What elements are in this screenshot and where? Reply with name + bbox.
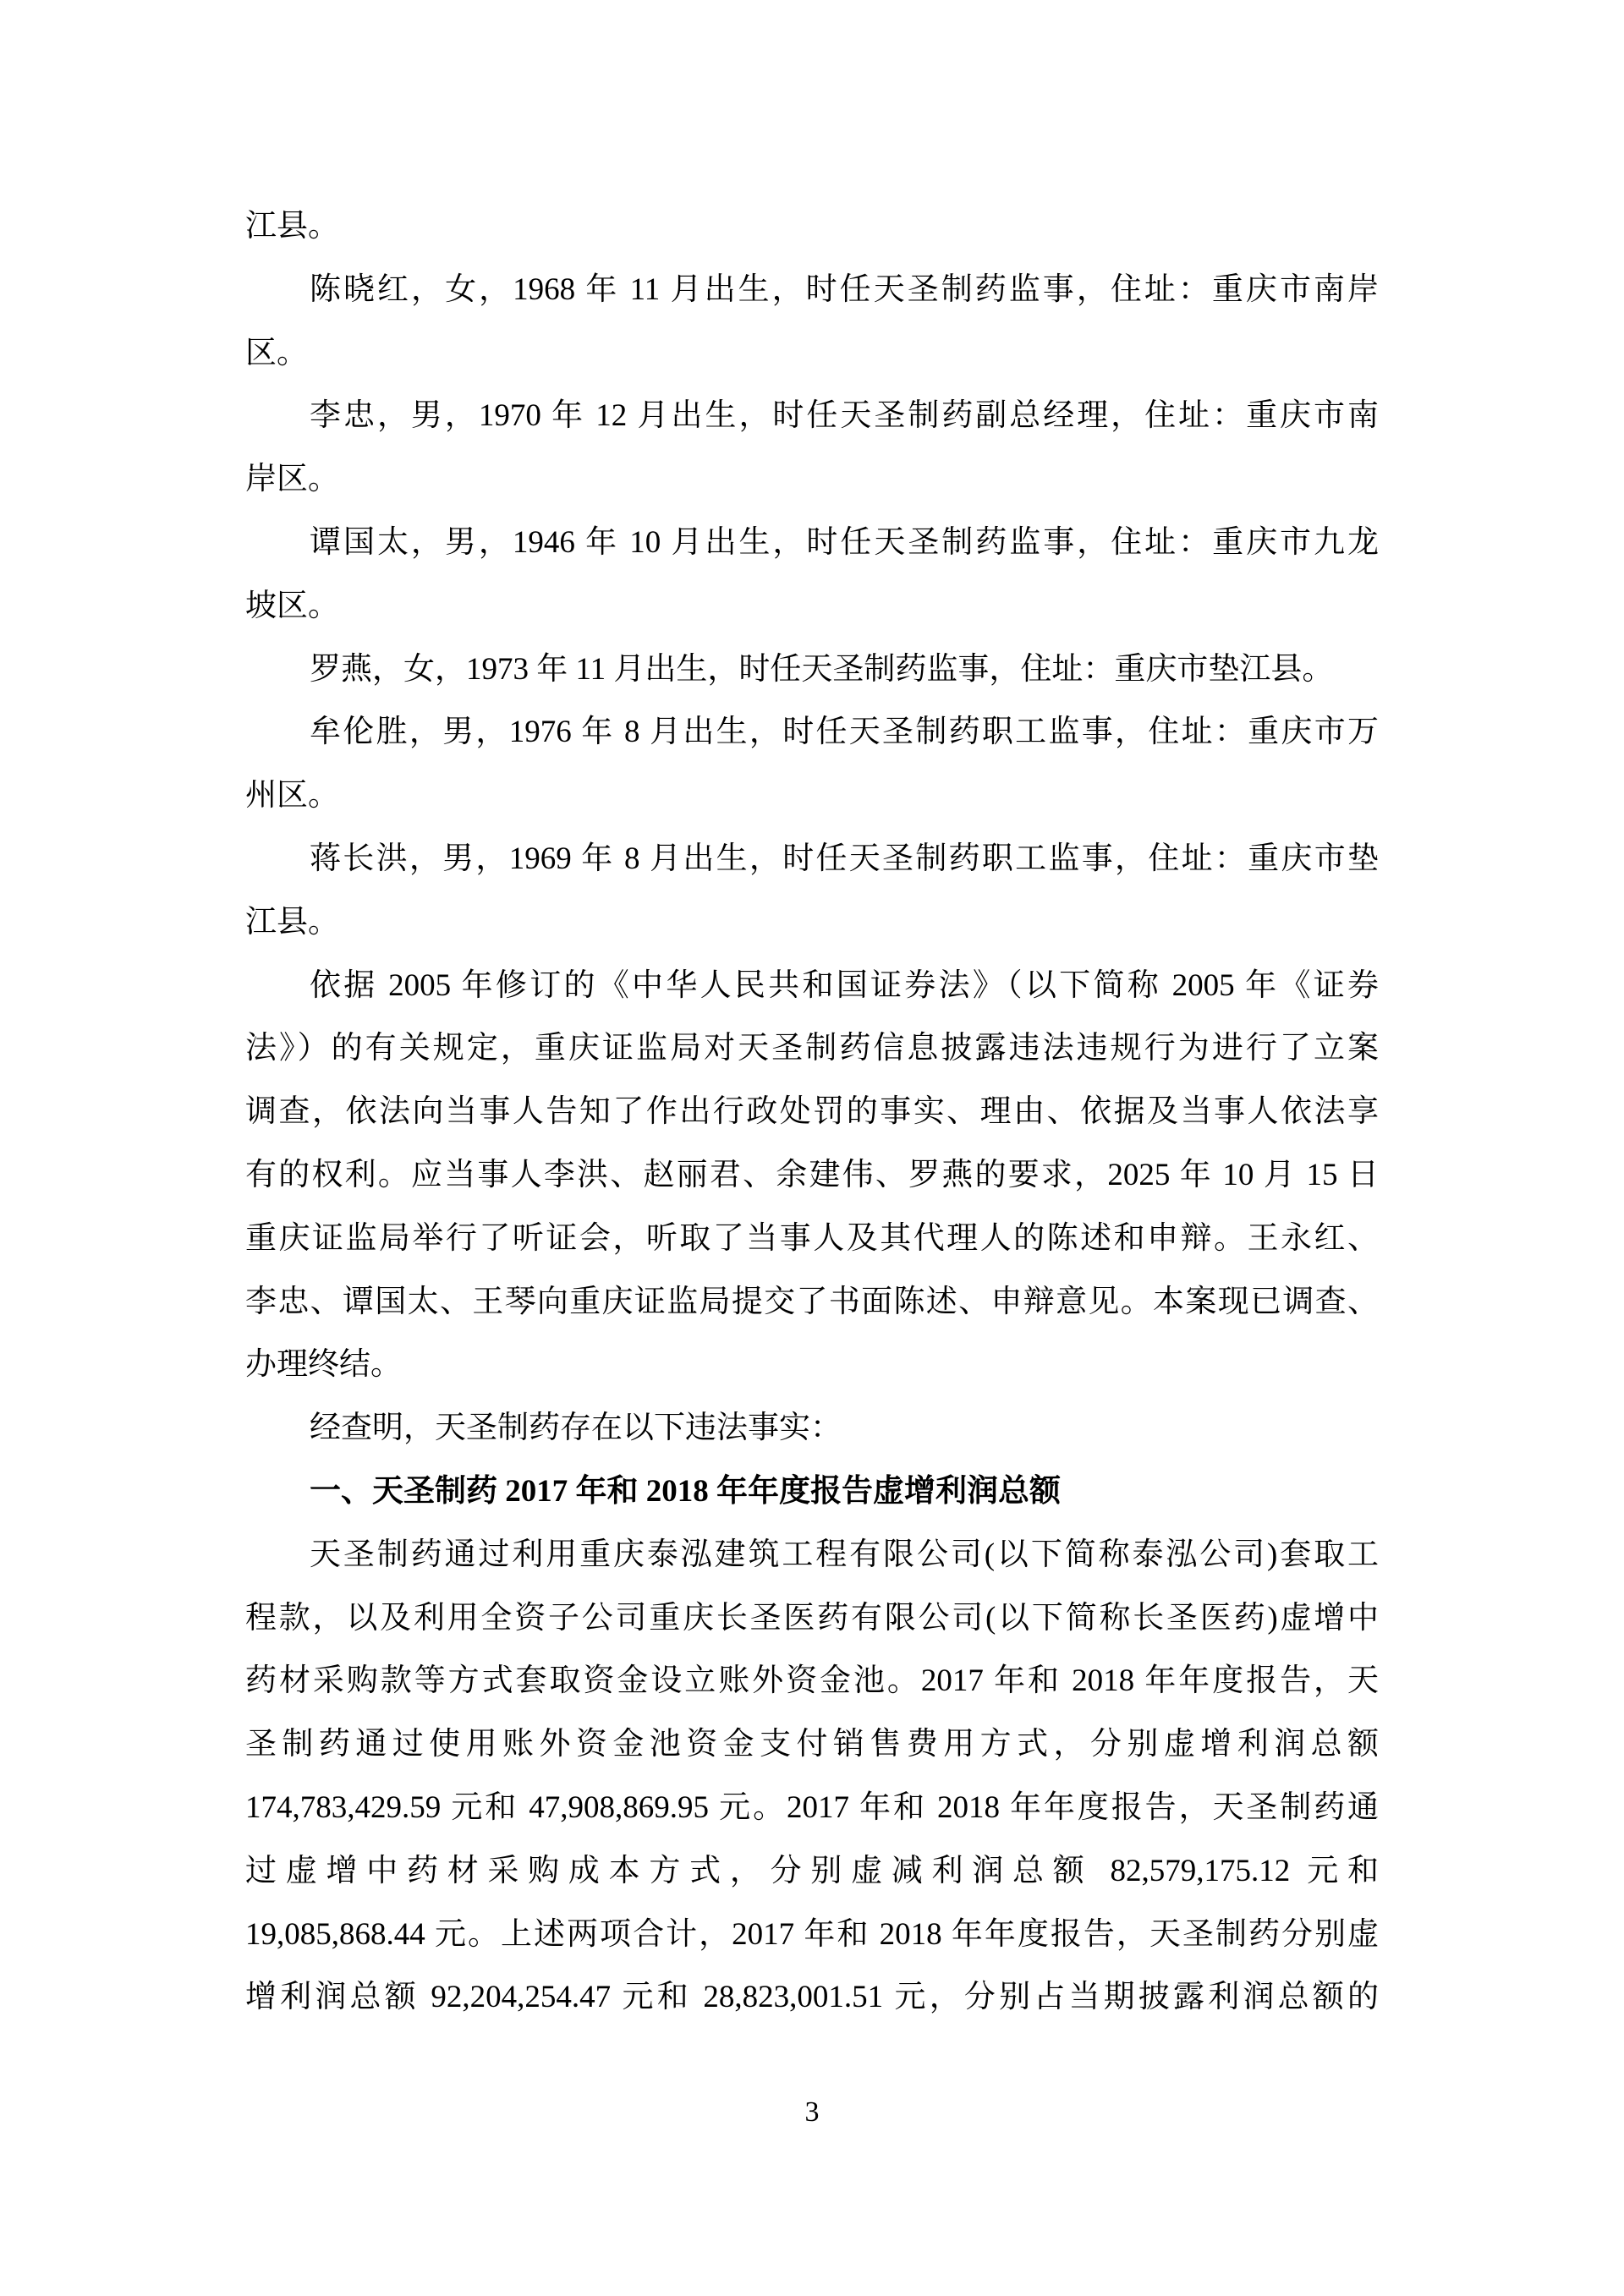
document-line: 重庆证监局举行了听证会，听取了当事人及其代理人的陈述和申辩。王永红、 <box>245 1220 1379 1256</box>
document-line: 岸区。 <box>245 462 339 497</box>
document-line: 过虚增中药材采购成本方式，分别虚减利润总额 82,579,175.12 元和 <box>245 1853 1379 1888</box>
document-line: 州区。 <box>245 778 339 814</box>
document-line: 蒋长洪，男，1969 年 8 月出生，时任天圣制药职工监事，住址：重庆市垫 <box>310 841 1379 876</box>
document-line: 依据 2005 年修订的《中华人民共和国证券法》（以下简称 2005 年《证券 <box>310 967 1379 1003</box>
document-line: 江县。 <box>245 904 339 940</box>
document-line: 药材采购款等方式套取资金设立账外资金池。2017 年和 2018 年年度报告，天 <box>245 1663 1379 1699</box>
document-line: 罗燕，女，1973 年 11 月出生，时任天圣制药监事，住址：重庆市垫江县。 <box>310 651 1334 687</box>
document-line: 区。 <box>245 335 308 370</box>
section-heading: 一、天圣制药 2017 年和 2018 年年度报告虚增利润总额 <box>310 1473 1061 1509</box>
document-line: 李忠，男，1970 年 12 月出生，时任天圣制药副总经理，住址：重庆市南 <box>310 398 1379 434</box>
document-line: 李忠、谭国太、王琴向重庆证监局提交了书面陈述、申辩意见。本案现已调查、 <box>245 1284 1379 1319</box>
document-line: 调查，依法向当事人告知了作出行政处罚的事实、理由、依据及当事人依法享 <box>245 1094 1379 1130</box>
document-line: 陈晓红，女，1968 年 11 月出生，时任天圣制药监事，住址：重庆市南岸 <box>310 271 1379 307</box>
document-line: 174,783,429.59 元和 47,908,869.95 元。2017 年和 2018 年年度报告，天圣制药通 <box>245 1789 1379 1825</box>
document-line: 19,085,868.44 元。上述两项合计，2017 年和 2018 年年度报告，天圣制药分别虚 <box>245 1916 1379 1952</box>
document-line: 经查明，天圣制药存在以下违法事实： <box>310 1411 842 1446</box>
document-line: 办理终结。 <box>245 1347 402 1383</box>
document-line: 谭国太，男，1946 年 10 月出生，时任天圣制药监事，住址：重庆市九龙 <box>310 524 1379 560</box>
document-line: 天圣制药通过利用重庆泰泓建筑工程有限公司(以下简称泰泓公司)套取工 <box>310 1537 1379 1572</box>
document-line: 法》）的有关规定，重庆证监局对天圣制药信息披露违法违规行为进行了立案 <box>245 1031 1379 1066</box>
document-body <box>245 195 1379 2030</box>
document-line: 有的权利。应当事人李洪、赵丽君、余建伟、罗燕的要求，2025 年 10 月 15 日 <box>245 1157 1379 1192</box>
page-number: 3 <box>804 2096 820 2128</box>
document-line: 江县。 <box>245 209 339 244</box>
document-line: 程款，以及利用全资子公司重庆长圣医药有限公司(以下简称长圣医药)虚增中 <box>245 1600 1379 1636</box>
document-line: 圣制药通过使用账外资金池资金支付销售费用方式，分别虚增利润总额 <box>245 1727 1379 1762</box>
document-line: 牟伦胜，男，1976 年 8 月出生，时任天圣制药职工监事，住址：重庆市万 <box>310 715 1379 750</box>
document-line: 坡区。 <box>245 588 339 623</box>
document-line: 增利润总额 92,204,254.47 元和 28,823,001.51 元，分别占当期披露利润总额的 <box>245 1980 1379 2015</box>
